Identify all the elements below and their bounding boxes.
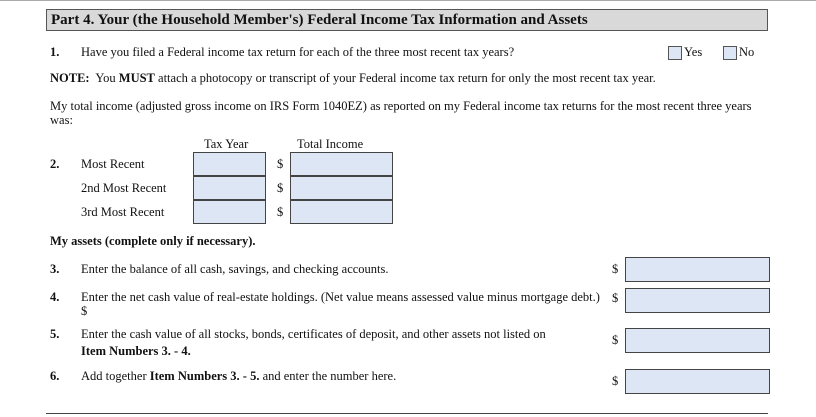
row-label-3rd-most-recent: 3rd Most Recent bbox=[81, 205, 165, 219]
note-prefix: NOTE: bbox=[50, 71, 90, 85]
currency-sign: $ bbox=[277, 181, 284, 195]
q6-item-ref: Item Numbers 3. - 5. bbox=[149, 369, 260, 383]
income-intro: My total income (adjusted gross income on IRS Form 1040EZ) as reported on my Federal income tax returns for the most recent three years was: bbox=[50, 99, 752, 127]
income-2nd-field[interactable] bbox=[290, 176, 393, 200]
note-text-after: attach a photocopy or transcript of your Federal income tax return for only the most recent tax year. bbox=[154, 71, 656, 85]
q5-amount-field[interactable] bbox=[625, 328, 770, 353]
note-text-before: You bbox=[89, 71, 119, 85]
q5-text: Enter the cash value of all stocks, bonds, certificates of deposit, and other assets not listed on bbox=[81, 327, 546, 341]
q6-amount-field[interactable] bbox=[625, 369, 770, 394]
currency-sign: $ bbox=[612, 333, 619, 347]
q3-number: 3. bbox=[50, 262, 60, 276]
q6-text-before: Add together bbox=[81, 369, 150, 383]
q2-number: 2. bbox=[50, 157, 60, 171]
col-total-income: Total Income bbox=[297, 137, 364, 151]
q6-number: 6. bbox=[50, 369, 60, 383]
q1-no-checkbox[interactable] bbox=[723, 46, 737, 60]
q1-text: Have you filed a Federal income tax return for each of the three most recent tax years? bbox=[81, 45, 515, 59]
top-rule bbox=[0, 0, 816, 1]
note-line bbox=[50, 71, 656, 86]
income-3rd-field[interactable] bbox=[290, 200, 393, 224]
row-label-2nd-most-recent: 2nd Most Recent bbox=[81, 181, 167, 195]
col-tax-year: Tax Year bbox=[204, 137, 249, 151]
assets-heading: My assets (complete only if necessary). bbox=[50, 234, 256, 248]
q6-text bbox=[81, 369, 396, 384]
q5-number: 5. bbox=[50, 327, 60, 341]
currency-sign: $ bbox=[612, 374, 619, 388]
section-header: Part 4. Your (the Household Member's) Federal Income Tax Information and Assets bbox=[46, 9, 768, 31]
q4-number: 4. bbox=[50, 290, 60, 304]
q1-no-label: No bbox=[739, 45, 755, 59]
tax-year-most-recent-field[interactable] bbox=[193, 152, 266, 176]
tax-year-3rd-field[interactable] bbox=[193, 200, 266, 224]
q3-text: Enter the balance of all cash, savings, and checking accounts. bbox=[81, 262, 389, 276]
q4-text: Enter the net cash value of real-estate holdings. (Net value means assessed value minus mortgage debt.) $ bbox=[81, 290, 600, 318]
income-most-recent-field[interactable] bbox=[290, 152, 393, 176]
q3-amount-field[interactable] bbox=[625, 257, 770, 282]
currency-sign: $ bbox=[277, 157, 284, 171]
bottom-rule bbox=[46, 413, 768, 414]
q5-item-ref: Item Numbers 3. - 4. bbox=[81, 344, 191, 358]
q6-text-after: and enter the number here. bbox=[259, 369, 397, 383]
tax-year-2nd-field[interactable] bbox=[193, 176, 266, 200]
note-must: MUST bbox=[118, 71, 155, 85]
currency-sign: $ bbox=[612, 291, 619, 305]
q4-amount-field[interactable] bbox=[625, 288, 770, 313]
q1-yes-label: Yes bbox=[684, 45, 703, 59]
currency-sign: $ bbox=[277, 205, 284, 219]
currency-sign: $ bbox=[612, 262, 619, 276]
row-label-most-recent: Most Recent bbox=[81, 157, 145, 171]
q1-number: 1. bbox=[50, 45, 60, 59]
q1-yes-checkbox[interactable] bbox=[668, 46, 682, 60]
